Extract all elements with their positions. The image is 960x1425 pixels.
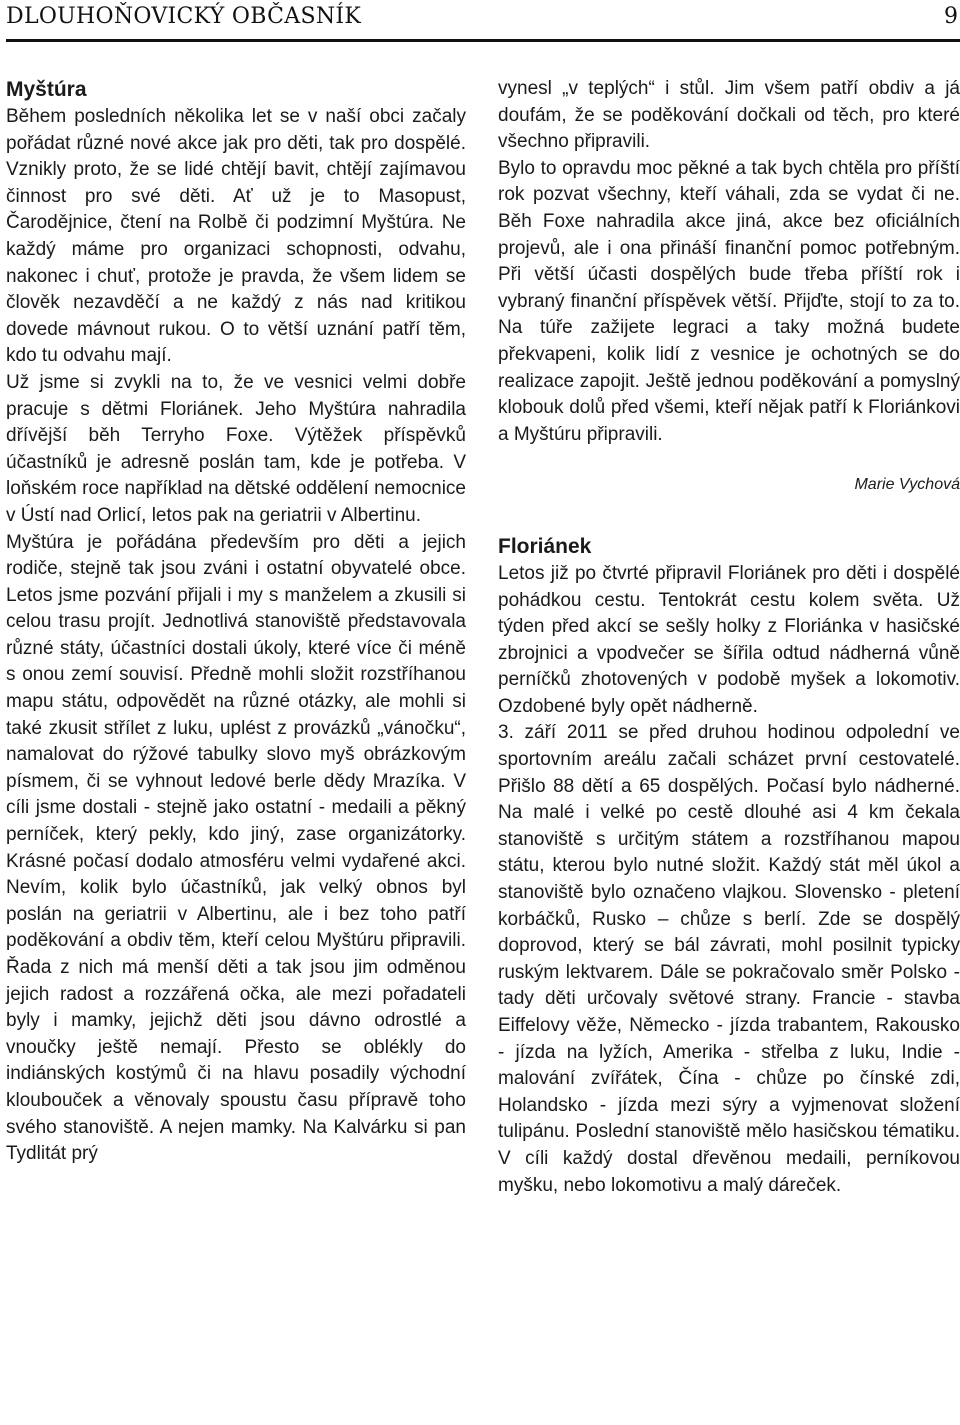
header-rule	[6, 39, 960, 42]
article-paragraph: Během posledních několika let se v naší obci začaly pořádat různé nové akce jak pro děti, tak pro dospělé. Vznikly proto, že se lidé chtějí bavit, chtějí zajímavou činnost pro své děti. Ať už je to Masopust, Čarodějnice, čtení na Rolbě či podzimní Myštúra. Ne každý máme pro organizaci schopnosti, odvahu, nakonec i chuť, protože je pravda, že všem lidem se člověk nezavděčí a ne každý z nás nad kritikou dovede mávnout rukou. O to větší uznání patří těm, kdo tu odvahu mají.	[6, 106, 466, 367]
page-number: 9	[944, 4, 958, 29]
article-paragraph: vynesl „v teplých“ i stůl. Jim všem patří obdiv a já doufám, že se poděkování dočkali od těch, pro které všechno připravili.	[498, 78, 960, 153]
article-paragraph: Bylo to opravdu moc pěkné a tak bych chtěla pro příští rok pozvat všechny, kteří váhali, zda se vydat či ne. Běh Foxe nahradila akce jiná, akce bez oficiálních projevů, ale i ona přináší finanční pomoc potřebným. Při větší účasti dospělých bude třeba příští rok i vybraný finanční příspěvek větší. Přijďte, stojí to za to. Na túře zažijete legraci a taky možná budete překvapeni, kolik lidí z vesnice je ochotných se do realizace zapojit. Ještě jednou poděkování a pomyslný klobouk dolů před všemi, kteří nějak patří k Floriánkovi a Myštúru připravili.	[498, 157, 960, 445]
masthead-title: DLOUHOŇOVICKÝ OBČASNÍK	[6, 4, 362, 29]
article-paragraph: Myštúra je pořádána především pro děti a jejich rodiče, stejně tak jsou zváni i ostatní obyvatelé obce. Letos jsme pozvání přijali i my s manželem a zkusili si celou trasu projít. Jednotlivá stanoviště představovala různé státy, účastníci dostali úkoly, které více či méně s onou zemí souvisí. Předně mohli složit rozstříhanou mapu státu, odpovědět na různé otázky, ale mohli si také zkusit střílet z luku, uplést z provázků „vánočku“, namalovat do rýžové tabulky slovo myš obrázkovým písmem, či se vyhnout ledové berle dědy Mrazíka. V cíli jsme dostali - stejně jako ostatní - medaili a pěkný perníček, který pekly, kdo jiný, zase organizátorky. Krásné počasí dodalo atmosféru velmi vydařené akci. Nevím, kolik bylo účastníků, jak velký obnos byl poslán na geriatrii v Albertinu, ale i bez toho patří poděkování a obdiv těm, kteří celou Myštúru připravili. Řada z nich má menší děti a tak jsou jim odměnou jejich radost a rozzářená očka, ale mezi pořadateli byly i mamky, jejichž děti jsou dávno odrostlé a vnoučky ještě nemají. Přesto se oblékly do indiánských kostýmů či na hlavu posadily východní kloubouček a věnovaly spoustu času přípravě toho svého stanoviště. A nejen mamky. Na Kalvárku si pan Tydlitát prý	[6, 531, 466, 1165]
article-paragraph: 3. září 2011 se před druhou hodinou odpolední ve sportovním areálu začali scházet první cestovatelé. Přišlo 88 dětí a 65 dospělých. Počasí bylo nádherné. Na malé i velké po cestě dlouhé asi 4 km čekala stanoviště s určitým státem a rozstříhanou mapou státu, kterou bylo nutné složit. Každý stát měl úkol a stanoviště bylo označeno vlajkou. Slovensko - pletení korbáčků, Rusko – chůze s berlí. Zde se dospělý doprovod, který se bál závrati, mohl posilnit typicky ruským lektvarem. Dále se pokračovalo směr Polsko - tady děti určovaly světové strany. Francie - stavba Eiffelovy věže, Německo - jízda trabantem, Rakousko - jízda na lyžích, Amerika - střelba z luku, Indie - malování zvířátek, Čína - chůze po čínské zdi, Holandsko - jízda mezi sýry a vyjmenovat složení tulipánu. Poslední stanoviště mělo hasičskou tématiku. V cíli každý dostal dřevěnou medaili, perníkovou myšku, nebo lokomotivu a malý dáreček.	[498, 722, 960, 1196]
article-paragraph: Letos již po čtvrté připravil Floriánek pro děti i dospělé pohádkou cestu. Tentokrát cestu kolem světa. Už týden před akcí se sešly holky z Floriánka v hasičské zbrojnici a vpodvečer se šířila odtud nádherná vůně perníčků zhotovených v podobě myšek a lokomotiv. Ozdobené byly opět nádherně.	[498, 562, 960, 717]
left-column	[6, 76, 466, 1168]
author-signature: Marie Vychová	[854, 476, 960, 494]
article-heading-mystura: Myštúra	[6, 78, 87, 101]
right-column	[498, 76, 960, 1199]
article-heading-florianek: Floriánek	[498, 534, 592, 558]
page-header	[6, 0, 960, 40]
article-paragraph: Už jsme si zvykli na to, že ve vesnici velmi dobře pracuje s dětmi Floriánek. Jeho Myštúra nahradila dřívější běh Terryho Foxe. Výtěžek příspěvků účastníků je adresně poslán tam, kde je potřeba. V loňském roce například na dětské oddělení nemocnice v Ústí nad Orlicí, letos pak na geriatrii v Albertinu.	[6, 371, 466, 526]
